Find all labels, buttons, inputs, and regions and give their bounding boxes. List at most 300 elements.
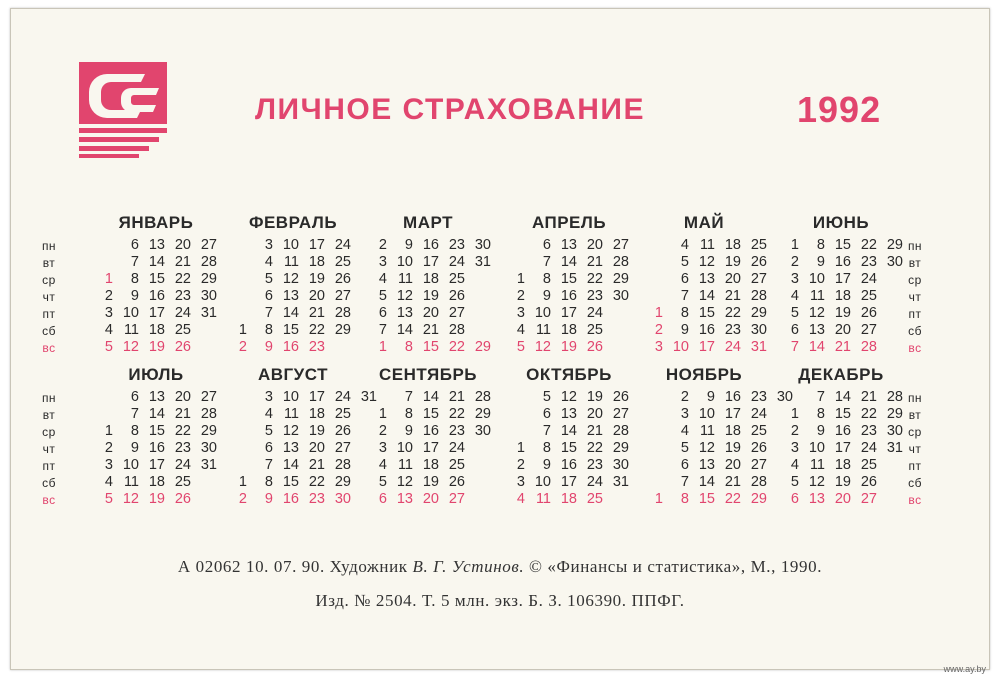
day-number: 17 bbox=[698, 339, 715, 355]
weekday-label: вс bbox=[42, 493, 56, 507]
day-number: 11 bbox=[397, 457, 413, 473]
day-number: 13 bbox=[808, 322, 825, 338]
day-number: 9 bbox=[816, 254, 825, 270]
week-row bbox=[505, 271, 629, 288]
day-number: 20 bbox=[586, 406, 603, 422]
day-number: 7 bbox=[790, 339, 799, 355]
day-number: 5 bbox=[378, 474, 387, 490]
day-number: 1 bbox=[238, 474, 247, 490]
week-row bbox=[367, 389, 491, 406]
day-number: 4 bbox=[264, 254, 273, 270]
week-row bbox=[367, 339, 491, 356]
month-name: ФЕВРАЛЬ bbox=[248, 213, 338, 232]
month-name: СЕНТЯБРЬ bbox=[378, 365, 478, 384]
day-number: 7 bbox=[542, 423, 551, 439]
day-number: 19 bbox=[308, 271, 325, 287]
day-number: 23 bbox=[448, 423, 465, 439]
day-number: 16 bbox=[282, 491, 299, 507]
week-row bbox=[93, 474, 217, 491]
month-name: ОКТЯБРЬ bbox=[526, 365, 612, 384]
day-number: 23 bbox=[308, 491, 325, 507]
week-row bbox=[779, 440, 903, 457]
day-number: 2 bbox=[790, 254, 799, 270]
day-number: 23 bbox=[586, 288, 603, 304]
day-number: 28 bbox=[886, 389, 903, 405]
day-number: 12 bbox=[396, 288, 413, 304]
day-number: 28 bbox=[200, 254, 217, 270]
day-number: 25 bbox=[174, 322, 191, 338]
day-number: 19 bbox=[724, 440, 741, 456]
calendar-card bbox=[10, 8, 990, 670]
day-number: 9 bbox=[404, 423, 413, 439]
day-number: 2 bbox=[378, 237, 387, 253]
week-row bbox=[505, 288, 629, 305]
day-number: 19 bbox=[834, 305, 851, 321]
day-number: 13 bbox=[560, 406, 577, 422]
day-number: 21 bbox=[308, 457, 325, 473]
day-number: 24 bbox=[724, 339, 741, 355]
day-number: 11 bbox=[123, 322, 139, 338]
day-number: 19 bbox=[148, 339, 165, 355]
day-number: 18 bbox=[724, 423, 741, 439]
day-number: 18 bbox=[560, 491, 577, 507]
month-name: ДЕКАБРЬ bbox=[798, 365, 884, 384]
day-number: 8 bbox=[264, 474, 273, 490]
day-number: 12 bbox=[698, 254, 715, 270]
week-row bbox=[227, 440, 377, 457]
weekday-label: сб bbox=[908, 324, 922, 338]
day-number: 24 bbox=[448, 254, 465, 270]
day-number: 26 bbox=[860, 474, 877, 490]
day-number: 22 bbox=[860, 237, 877, 253]
day-number: 18 bbox=[308, 254, 325, 270]
day-number: 9 bbox=[264, 339, 273, 355]
day-number: 29 bbox=[200, 271, 217, 287]
week-row bbox=[367, 288, 491, 305]
day-number: 15 bbox=[148, 423, 165, 439]
day-number: 12 bbox=[534, 339, 551, 355]
day-number: 8 bbox=[542, 440, 551, 456]
day-number: 22 bbox=[724, 305, 741, 321]
day-number: 6 bbox=[264, 440, 273, 456]
day-number: 16 bbox=[560, 457, 577, 473]
day-number: 12 bbox=[698, 440, 715, 456]
day-number: 24 bbox=[174, 305, 191, 321]
footer-artist: В. Г. Устинов. bbox=[412, 557, 525, 576]
day-number: 18 bbox=[724, 237, 741, 253]
week-row bbox=[779, 237, 903, 254]
day-number: 7 bbox=[378, 322, 387, 338]
week-row bbox=[779, 474, 903, 491]
day-number: 2 bbox=[104, 440, 113, 456]
day-number: 14 bbox=[148, 254, 165, 270]
day-number: 14 bbox=[282, 457, 299, 473]
day-number: 8 bbox=[542, 271, 551, 287]
week-row bbox=[93, 491, 217, 508]
footer-publisher-suffix: © «Финансы и статистика», М., 1990. bbox=[524, 557, 823, 576]
day-number: 29 bbox=[886, 406, 903, 422]
day-number: 10 bbox=[808, 271, 825, 287]
day-number: 6 bbox=[542, 406, 551, 422]
weekday-label: чт bbox=[908, 290, 922, 304]
day-number: 2 bbox=[516, 457, 525, 473]
day-number: 9 bbox=[404, 237, 413, 253]
day-number: 27 bbox=[612, 237, 629, 253]
weekday-label: пт bbox=[908, 459, 922, 473]
weekday-label: пт bbox=[42, 307, 56, 321]
day-number: 17 bbox=[148, 305, 165, 321]
day-number: 18 bbox=[148, 322, 165, 338]
week-row bbox=[505, 389, 629, 406]
day-number: 23 bbox=[860, 423, 877, 439]
day-number: 2 bbox=[104, 288, 113, 304]
weekday-label: вт bbox=[42, 256, 56, 270]
day-number: 14 bbox=[148, 406, 165, 422]
day-number: 22 bbox=[308, 474, 325, 490]
week-row bbox=[367, 474, 491, 491]
day-number: 2 bbox=[654, 322, 663, 338]
day-number: 15 bbox=[698, 305, 715, 321]
day-number: 31 bbox=[750, 339, 767, 355]
day-number: 31 bbox=[612, 474, 629, 490]
week-row bbox=[779, 271, 903, 288]
week-row bbox=[227, 491, 377, 508]
day-number: 11 bbox=[283, 254, 299, 270]
week-row bbox=[505, 305, 629, 322]
day-number: 19 bbox=[422, 288, 439, 304]
day-number: 8 bbox=[816, 237, 825, 253]
day-number: 6 bbox=[378, 491, 387, 507]
day-number: 28 bbox=[750, 474, 767, 490]
day-number: 21 bbox=[174, 254, 191, 270]
day-number: 26 bbox=[612, 389, 629, 405]
week-row bbox=[505, 339, 629, 356]
day-number: 25 bbox=[334, 406, 351, 422]
week-row bbox=[643, 474, 793, 491]
week-row bbox=[643, 406, 793, 423]
day-number: 20 bbox=[586, 237, 603, 253]
day-number: 9 bbox=[706, 389, 715, 405]
weekday-label: сб bbox=[42, 324, 56, 338]
day-number: 26 bbox=[448, 288, 465, 304]
day-number: 9 bbox=[680, 322, 689, 338]
day-number: 28 bbox=[860, 339, 877, 355]
day-number: 27 bbox=[334, 440, 351, 456]
day-number: 6 bbox=[264, 288, 273, 304]
day-number: 10 bbox=[396, 254, 413, 270]
weekday-label: чт bbox=[908, 442, 922, 456]
day-number: 21 bbox=[422, 322, 439, 338]
day-number: 1 bbox=[516, 440, 525, 456]
day-number: 18 bbox=[834, 288, 851, 304]
day-number: 3 bbox=[680, 406, 689, 422]
day-number: 17 bbox=[422, 254, 439, 270]
day-number: 6 bbox=[378, 305, 387, 321]
month-name: МАРТ bbox=[403, 213, 453, 232]
day-number: 13 bbox=[808, 491, 825, 507]
day-number: 16 bbox=[148, 440, 165, 456]
day-number: 7 bbox=[264, 305, 273, 321]
day-number: 15 bbox=[560, 440, 577, 456]
day-number: 21 bbox=[860, 389, 877, 405]
day-number: 1 bbox=[654, 305, 663, 321]
day-number: 20 bbox=[834, 491, 851, 507]
day-number: 8 bbox=[404, 406, 413, 422]
day-number: 25 bbox=[448, 457, 465, 473]
day-number: 29 bbox=[750, 491, 767, 507]
day-number: 12 bbox=[560, 389, 577, 405]
day-number: 21 bbox=[724, 288, 741, 304]
day-number: 7 bbox=[680, 474, 689, 490]
day-number: 19 bbox=[724, 254, 741, 270]
day-number: 17 bbox=[308, 237, 325, 253]
day-number: 14 bbox=[808, 339, 825, 355]
day-number: 16 bbox=[422, 423, 439, 439]
week-row bbox=[643, 423, 793, 440]
day-number: 5 bbox=[790, 474, 799, 490]
day-number: 1 bbox=[378, 406, 387, 422]
week-row bbox=[643, 457, 793, 474]
day-number: 11 bbox=[699, 423, 715, 439]
day-number: 22 bbox=[174, 271, 191, 287]
week-row bbox=[779, 339, 903, 356]
day-number: 13 bbox=[396, 491, 413, 507]
day-number: 4 bbox=[378, 457, 387, 473]
day-number: 24 bbox=[860, 440, 877, 456]
day-number: 3 bbox=[516, 474, 525, 490]
week-row bbox=[227, 474, 377, 491]
day-number: 4 bbox=[680, 423, 689, 439]
week-row bbox=[227, 254, 351, 271]
day-number: 3 bbox=[790, 440, 799, 456]
day-number: 12 bbox=[808, 305, 825, 321]
week-row bbox=[227, 288, 351, 305]
day-number: 5 bbox=[790, 305, 799, 321]
day-number: 20 bbox=[422, 305, 439, 321]
week-row bbox=[779, 457, 903, 474]
week-row bbox=[643, 271, 767, 288]
day-number: 3 bbox=[378, 254, 387, 270]
day-number: 29 bbox=[612, 271, 629, 287]
week-row bbox=[93, 305, 217, 322]
day-number: 24 bbox=[448, 440, 465, 456]
day-number: 5 bbox=[378, 288, 387, 304]
day-number: 9 bbox=[542, 288, 551, 304]
day-number: 10 bbox=[534, 305, 551, 321]
day-number: 8 bbox=[264, 322, 273, 338]
weekday-label: ср bbox=[908, 425, 922, 439]
month-name: ЯНВАРЬ bbox=[118, 213, 194, 232]
day-number: 28 bbox=[448, 322, 465, 338]
day-number: 14 bbox=[282, 305, 299, 321]
day-number: 3 bbox=[264, 389, 273, 405]
day-number: 5 bbox=[680, 254, 689, 270]
day-number: 1 bbox=[104, 423, 113, 439]
day-number: 2 bbox=[238, 339, 247, 355]
day-number: 3 bbox=[104, 457, 113, 473]
day-number: 1 bbox=[378, 339, 387, 355]
watermark: www.ay.by bbox=[943, 664, 986, 674]
week-row bbox=[93, 389, 217, 406]
day-number: 27 bbox=[448, 305, 465, 321]
week-row bbox=[367, 457, 491, 474]
day-number: 12 bbox=[282, 423, 299, 439]
day-number: 22 bbox=[724, 491, 741, 507]
day-number: 6 bbox=[130, 237, 139, 253]
day-number: 20 bbox=[834, 322, 851, 338]
day-number: 6 bbox=[790, 322, 799, 338]
day-number: 11 bbox=[397, 271, 413, 287]
day-number: 7 bbox=[130, 406, 139, 422]
day-number: 9 bbox=[816, 423, 825, 439]
week-row bbox=[227, 406, 377, 423]
day-number: 27 bbox=[750, 457, 767, 473]
weekday-label: сб bbox=[908, 476, 922, 490]
day-number: 14 bbox=[698, 474, 715, 490]
day-number: 14 bbox=[396, 322, 413, 338]
week-row bbox=[779, 423, 903, 440]
day-number: 2 bbox=[790, 423, 799, 439]
week-row bbox=[367, 423, 491, 440]
week-row bbox=[93, 288, 217, 305]
day-number: 29 bbox=[750, 305, 767, 321]
week-row bbox=[367, 491, 491, 508]
day-number: 22 bbox=[586, 440, 603, 456]
day-number: 11 bbox=[809, 288, 825, 304]
day-number: 28 bbox=[200, 406, 217, 422]
day-number: 1 bbox=[790, 406, 799, 422]
day-number: 19 bbox=[422, 474, 439, 490]
day-number: 7 bbox=[130, 254, 139, 270]
day-number: 26 bbox=[334, 271, 351, 287]
day-number: 30 bbox=[886, 254, 903, 270]
day-number: 21 bbox=[174, 406, 191, 422]
day-number: 9 bbox=[542, 457, 551, 473]
day-number: 24 bbox=[750, 406, 767, 422]
card-title: ЛИЧНОЕ СТРАХОВАНИЕ bbox=[255, 93, 645, 126]
weekday-label: вс bbox=[908, 341, 922, 355]
day-number: 29 bbox=[200, 423, 217, 439]
weekday-label: ср bbox=[908, 273, 922, 287]
day-number: 12 bbox=[396, 474, 413, 490]
week-row bbox=[643, 254, 767, 271]
week-row bbox=[367, 440, 491, 457]
weekday-label: ср bbox=[42, 425, 56, 439]
week-row bbox=[505, 474, 629, 491]
week-row bbox=[505, 406, 629, 423]
day-number: 22 bbox=[448, 406, 465, 422]
weekday-label: пн bbox=[41, 239, 57, 253]
day-number: 3 bbox=[516, 305, 525, 321]
day-number: 22 bbox=[308, 322, 325, 338]
day-number: 16 bbox=[724, 389, 741, 405]
footer-line-1 bbox=[11, 557, 989, 577]
week-row bbox=[643, 305, 767, 322]
day-number: 25 bbox=[586, 491, 603, 507]
week-row bbox=[779, 491, 903, 508]
day-number: 28 bbox=[612, 423, 629, 439]
day-number: 22 bbox=[586, 271, 603, 287]
day-number: 7 bbox=[816, 389, 825, 405]
day-number: 30 bbox=[612, 457, 629, 473]
day-number: 16 bbox=[698, 322, 715, 338]
day-number: 21 bbox=[448, 389, 465, 405]
day-number: 8 bbox=[816, 406, 825, 422]
day-number: 16 bbox=[148, 288, 165, 304]
day-number: 15 bbox=[560, 271, 577, 287]
day-number: 29 bbox=[474, 406, 491, 422]
day-number: 19 bbox=[560, 339, 577, 355]
day-number: 10 bbox=[122, 305, 139, 321]
weekday-label: пт bbox=[908, 307, 922, 321]
day-number: 10 bbox=[282, 237, 299, 253]
week-row bbox=[367, 254, 491, 271]
day-number: 22 bbox=[174, 423, 191, 439]
day-number: 31 bbox=[360, 389, 377, 405]
week-row bbox=[93, 322, 217, 339]
day-number: 5 bbox=[542, 389, 551, 405]
day-number: 25 bbox=[750, 423, 767, 439]
day-number: 8 bbox=[680, 491, 689, 507]
day-number: 29 bbox=[612, 440, 629, 456]
day-number: 10 bbox=[698, 406, 715, 422]
week-row bbox=[227, 423, 377, 440]
day-number: 24 bbox=[334, 389, 351, 405]
day-number: 14 bbox=[560, 254, 577, 270]
footer-publisher-prefix: А 02062 10. 07. 90. Художник bbox=[177, 557, 413, 576]
day-number: 12 bbox=[122, 339, 139, 355]
day-number: 27 bbox=[860, 491, 877, 507]
day-number: 13 bbox=[148, 237, 165, 253]
month-name: ИЮНЬ bbox=[812, 213, 870, 232]
day-number: 16 bbox=[282, 339, 299, 355]
day-number: 15 bbox=[834, 406, 851, 422]
day-number: 22 bbox=[860, 406, 877, 422]
day-number: 10 bbox=[396, 440, 413, 456]
day-number: 29 bbox=[334, 474, 351, 490]
day-number: 24 bbox=[174, 457, 191, 473]
weekday-label: вс bbox=[908, 493, 922, 507]
day-number: 31 bbox=[200, 457, 217, 473]
day-number: 30 bbox=[886, 423, 903, 439]
day-number: 6 bbox=[130, 389, 139, 405]
month-name: АПРЕЛЬ bbox=[531, 213, 607, 232]
day-number: 4 bbox=[790, 288, 799, 304]
day-number: 6 bbox=[542, 237, 551, 253]
day-number: 27 bbox=[612, 406, 629, 422]
week-row bbox=[367, 406, 491, 423]
day-number: 13 bbox=[698, 457, 715, 473]
day-number: 23 bbox=[308, 339, 325, 355]
day-number: 20 bbox=[174, 237, 191, 253]
day-number: 11 bbox=[123, 474, 139, 490]
day-number: 30 bbox=[474, 237, 491, 253]
week-row bbox=[367, 322, 491, 339]
day-number: 21 bbox=[308, 305, 325, 321]
day-number: 30 bbox=[474, 423, 491, 439]
day-number: 15 bbox=[282, 474, 299, 490]
day-number: 24 bbox=[334, 237, 351, 253]
weekday-label: вс bbox=[42, 341, 56, 355]
day-number: 7 bbox=[680, 288, 689, 304]
day-number: 20 bbox=[724, 271, 741, 287]
weekday-label: пн bbox=[41, 391, 57, 405]
day-number: 20 bbox=[308, 288, 325, 304]
weekday-label: вт bbox=[908, 256, 922, 270]
day-number: 15 bbox=[422, 339, 439, 355]
day-number: 13 bbox=[396, 305, 413, 321]
day-number: 1 bbox=[104, 271, 113, 287]
